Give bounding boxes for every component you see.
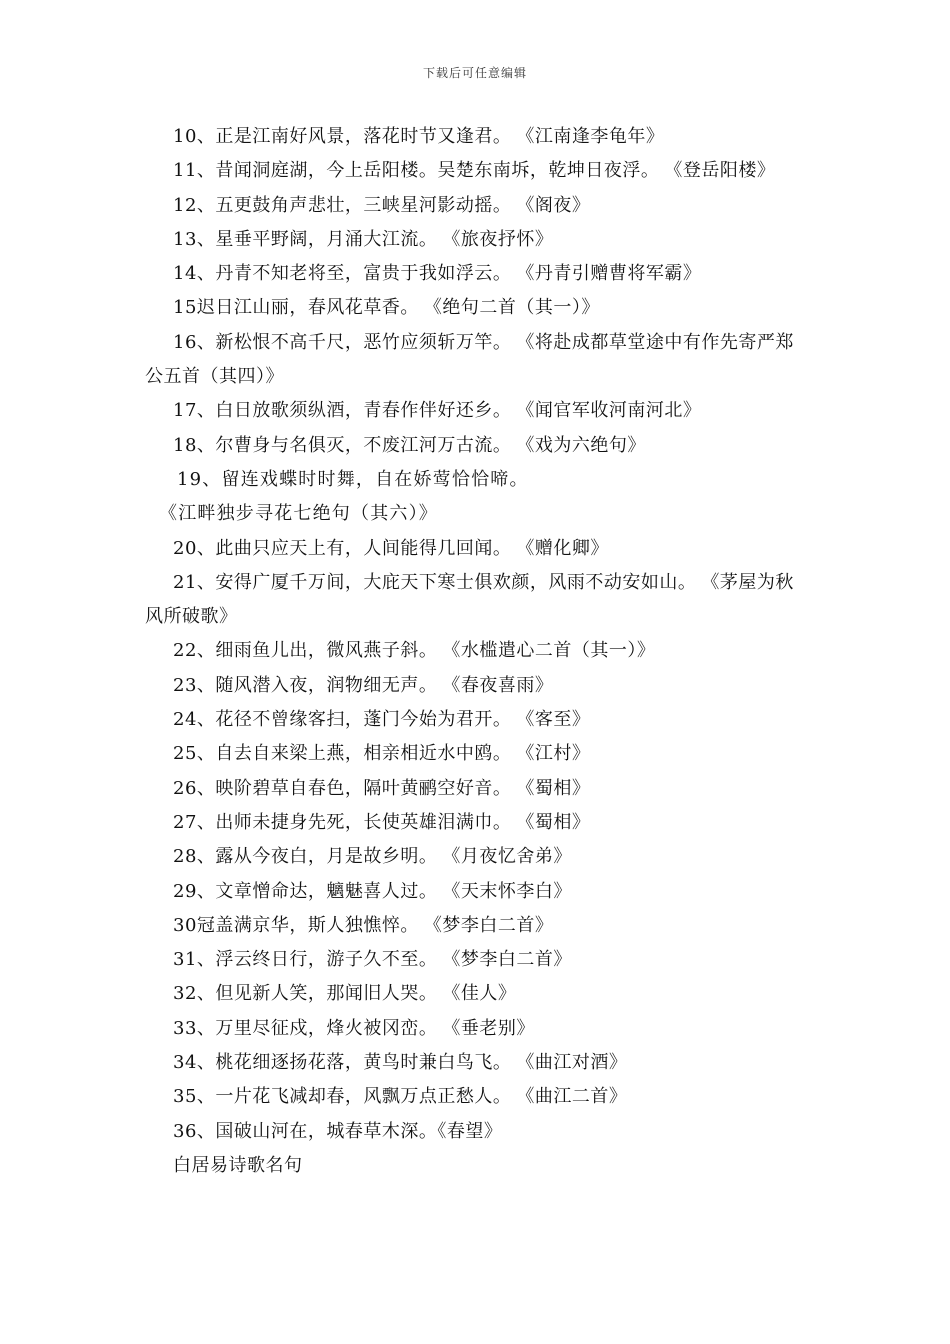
verse-source: 《将赴成都草堂途中有作先寄严郑公五首（其四）》 xyxy=(145,331,794,388)
verse-line-12 xyxy=(145,189,810,223)
verse-text: 28、露从今夜白，月是故乡明。 xyxy=(173,846,438,868)
verse-text: 17、白日放歌须纵酒，青春作伴好还乡。 xyxy=(173,400,512,422)
verse-source: 《梦李白二首》 xyxy=(451,949,572,971)
verse-text: 16、新松恨不高千尺，恶竹应须斩万竿。 xyxy=(173,331,512,353)
verse-source: 《春夜喜雨》 xyxy=(451,674,554,696)
verse-source: 《佳人》 xyxy=(451,983,517,1005)
verse-line-26 xyxy=(145,772,810,806)
verse-text: 33、万里尽征戍，烽火被冈峦。 xyxy=(173,1017,438,1039)
page-header: 下载后可任意编辑 xyxy=(422,66,527,80)
verse-source: 《登岳阳楼》 xyxy=(673,160,776,182)
verse-text: 25、自去自来梁上燕，相亲相近水中鸥。 xyxy=(173,743,512,765)
verse-line-29 xyxy=(145,875,810,909)
verse-source: 《闻官军收河南河北》 xyxy=(525,400,702,422)
verse-source: 《梦李白二首》 xyxy=(432,914,554,936)
verse-source: 《水槛遣心二首（其一）》 xyxy=(451,640,656,662)
verse-text: 22、细雨鱼儿出，微风燕子斜。 xyxy=(173,640,438,662)
verse-text: 19、留连戏蝶时时舞，自在娇莺恰恰啼。 xyxy=(177,468,529,490)
verse-source: 《蜀相》 xyxy=(525,777,591,799)
verse-source: 《蜀相》 xyxy=(525,811,591,833)
verse-source: 《客至》 xyxy=(525,709,591,731)
verse-line-11 xyxy=(145,154,810,188)
verse-line-14 xyxy=(145,257,810,291)
verse-source: 《戏为六绝句》 xyxy=(525,434,646,456)
verse-line-28 xyxy=(145,840,810,874)
verse-text: 13、星垂平野阔，月涌大江流。 xyxy=(173,228,438,250)
section-heading-text: 白居易诗歌名句 xyxy=(173,1154,303,1176)
verse-text: 11、昔闻洞庭湖，今上岳阳楼。吴楚东南坼，乾坤日夜浮。 xyxy=(173,160,660,182)
verse-text: 21、安得广厦千万间，大庇天下寒士俱欢颜，风雨不动安如山。 xyxy=(173,571,697,593)
verse-line-23 xyxy=(145,669,810,703)
verse-line-20 xyxy=(145,532,810,566)
verse-line-35 xyxy=(145,1080,810,1114)
verse-line-19 xyxy=(145,463,810,532)
verse-text: 30冠盖满京华，斯人独憔悴。 xyxy=(173,914,419,936)
verse-text: 32、但见新人笑，那闻旧人哭。 xyxy=(173,983,438,1005)
verse-line-18 xyxy=(145,429,810,463)
verse-source: 《阁夜》 xyxy=(525,194,591,216)
verse-source: 《垂老别》 xyxy=(451,1017,535,1039)
verse-text: 24、花径不曾缘客扫，蓬门今始为君开。 xyxy=(173,709,512,731)
verse-source: 《茅屋为秋风所破歌》 xyxy=(145,571,794,628)
verse-line-30 xyxy=(145,909,810,943)
verse-text: 14、丹青不知老将至，富贵于我如浮云。 xyxy=(173,263,512,285)
verse-text: 29、文章憎命达，魑魅喜人过。 xyxy=(173,880,438,902)
verse-line-21 xyxy=(145,566,810,635)
verse-line-27 xyxy=(145,806,810,840)
verse-text: 26、映阶碧草自春色，隔叶黄鹂空好音。 xyxy=(173,777,512,799)
verse-text: 23、随风潜入夜，润物细无声。 xyxy=(173,674,438,696)
verse-source: 《赠化卿》 xyxy=(525,537,609,559)
verse-source: 《丹青引赠曹将军霸》 xyxy=(525,263,702,285)
verse-text: 15迟日江山丽，春风花草香。 xyxy=(173,297,419,319)
verse-line-16 xyxy=(145,326,810,395)
verse-line-24 xyxy=(145,703,810,737)
verse-text: 12、五更鼓角声悲壮，三峡星河影动摇。 xyxy=(173,194,512,216)
verse-source: 《天末怀李白》 xyxy=(451,880,572,902)
verse-source: 《曲江二首》 xyxy=(525,1086,628,1108)
verse-line-33 xyxy=(145,1012,810,1046)
verse-text: 35、一片花飞减却春，风飘万点正愁人。 xyxy=(173,1086,512,1108)
verse-text: 27、出师未捷身先死，长使英雄泪满巾。 xyxy=(173,811,512,833)
verse-source: 《旅夜抒怀》 xyxy=(451,228,554,250)
verse-line-22 xyxy=(145,634,810,668)
verse-line-32 xyxy=(145,977,810,1011)
verse-line-31 xyxy=(145,943,810,977)
verse-line-13 xyxy=(145,223,810,257)
document-body xyxy=(145,120,810,1183)
verse-source: 《江村》 xyxy=(525,743,591,765)
verse-line-25 xyxy=(145,737,810,771)
verse-source: 《月夜忆舍弟》 xyxy=(451,846,572,868)
verse-text: 31、浮云终日行，游子久不至。 xyxy=(173,949,438,971)
verse-text: 36、国破山河在，城春草木深。 xyxy=(173,1120,438,1142)
verse-text: 10、正是江南好风景，落花时节又逢君。 xyxy=(173,126,512,147)
verse-source: 《江畔独步寻花七绝句（其六）》 xyxy=(159,503,438,525)
verse-line-10 xyxy=(145,120,810,154)
section-heading xyxy=(145,1149,810,1183)
verse-line-36 xyxy=(145,1115,810,1149)
verse-text: 18、尔曹身与名俱灭，不废江河万古流。 xyxy=(173,434,512,456)
verse-line-17 xyxy=(145,394,810,428)
verse-text: 34、桃花细逐扬花落，黄鸟时兼白鸟飞。 xyxy=(173,1052,512,1074)
verse-text: 20、此曲只应天上有，人间能得几回闻。 xyxy=(173,537,512,559)
verse-source: 《绝句二首（其一）》 xyxy=(432,297,600,319)
verse-source: 《曲江对酒》 xyxy=(525,1052,628,1074)
verse-line-15 xyxy=(145,291,810,325)
verse-source: 《江南逢李龟年》 xyxy=(525,126,665,147)
verse-line-34 xyxy=(145,1046,810,1080)
verse-source: 《春望》 xyxy=(437,1120,503,1142)
